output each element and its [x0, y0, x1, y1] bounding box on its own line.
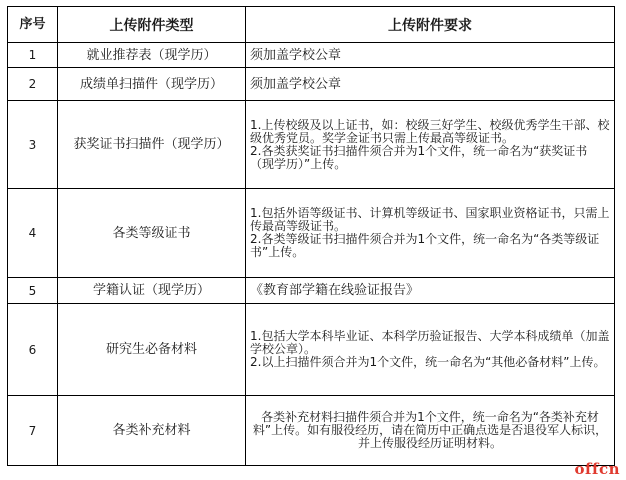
- table-row: [8, 101, 615, 189]
- row-no: 5: [8, 278, 58, 304]
- header-no: 序号: [8, 7, 58, 43]
- requirement-line: 2.各类获奖证书扫描件须合并为1个文件，统一命名为“获奖证书（现学历）”上传。: [250, 143, 588, 171]
- row-no: 2: [8, 68, 58, 101]
- table-row: [8, 304, 615, 396]
- row-no: 1: [8, 43, 58, 68]
- row-no: 4: [8, 189, 58, 278]
- requirement-line: 1.包括大学本科毕业证、本科学历验证报告、大学本科成绩单（加盖学校公章）。: [250, 329, 610, 356]
- row-no: 6: [8, 304, 58, 396]
- requirement-line: 须加盖学校公章: [250, 47, 342, 63]
- row-requirement: [246, 189, 615, 278]
- requirement-line: 1.包括外语等级证书、计算机等级证书、国家职业资格证书，只需上传最高等级证书。: [250, 206, 610, 233]
- table-row: [8, 189, 615, 278]
- requirement-line: 须加盖学校公章: [250, 76, 342, 92]
- row-no: 3: [8, 101, 58, 189]
- table-header-row: [8, 7, 615, 43]
- table-row: [8, 396, 615, 466]
- row-type: 成绩单扫描件（现学历）: [58, 68, 246, 101]
- row-type: 研究生必备材料: [58, 304, 246, 396]
- offcn-watermark: offcn: [574, 460, 620, 478]
- row-type: 各类补充材料: [58, 396, 246, 466]
- requirement-line: 各类补充材料扫描件须合并为1个文件，统一命名为“各类补充材料”上传。如有服役经历，请在简历中正确点选是否退役军人标识，并上传服役经历证明材料。: [252, 410, 608, 450]
- table-row: [8, 68, 615, 101]
- row-type: 学籍认证（现学历）: [58, 278, 246, 304]
- row-requirement: [246, 278, 615, 304]
- table-row: [8, 43, 615, 68]
- requirement-line: 2.各类等级证书扫描件须合并为1个文件，统一命名为“各类等级证书”上传。: [250, 232, 600, 259]
- requirement-line: 《教育部学籍在线验证报告》: [250, 283, 420, 298]
- row-requirement: [246, 68, 615, 101]
- row-type: 就业推荐表（现学历）: [58, 43, 246, 68]
- requirement-line: 1.上传校级及以上证书，如：校级三好学生、校级优秀学生干部、校级优秀党员。奖学金证书只需上传最高等级证书。: [250, 117, 610, 145]
- requirement-line: 2.以上扫描件须合并为1个文件，统一命名为“其他必备材料”上传。: [250, 355, 606, 369]
- row-type: 各类等级证书: [58, 189, 246, 278]
- table-row: [8, 278, 615, 304]
- row-requirement: [246, 43, 615, 68]
- row-requirement: [246, 101, 615, 189]
- row-no: 7: [8, 396, 58, 466]
- row-requirement: [246, 304, 615, 396]
- header-requirement: 上传附件要求: [246, 7, 615, 43]
- attachment-requirements-table: [7, 6, 615, 466]
- row-type: 获奖证书扫描件（现学历）: [58, 101, 246, 189]
- row-requirement: [246, 396, 615, 466]
- header-type: 上传附件类型: [58, 7, 246, 43]
